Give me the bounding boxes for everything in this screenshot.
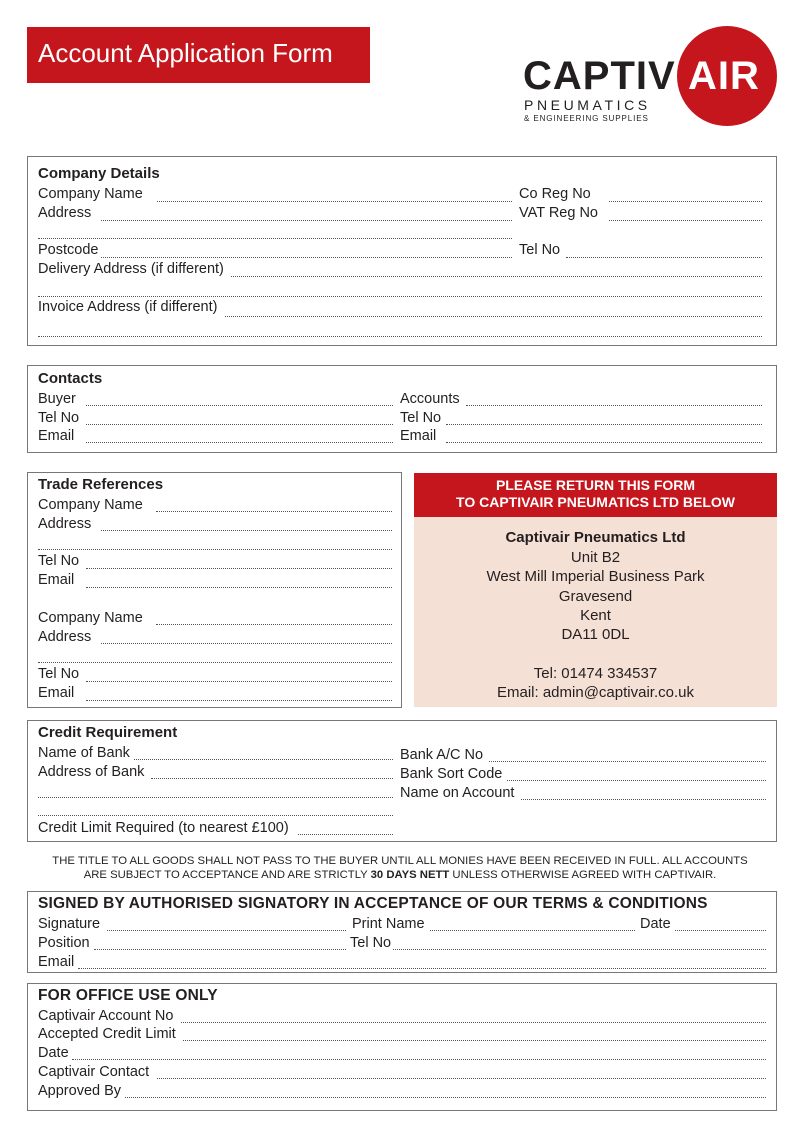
company-name-label: Company Name <box>38 186 143 202</box>
buyer-tel-label: Tel No <box>38 410 80 426</box>
contacts-title: Contacts <box>38 370 103 387</box>
return-address-line: Unit B2 <box>570 549 621 566</box>
ref2-tel-label: Tel No <box>38 666 80 682</box>
postcode-label: Postcode <box>38 242 99 258</box>
ref1-company-name-label: Company Name <box>38 497 143 513</box>
name-of-bank-label: Name of Bank <box>38 745 130 761</box>
invoice-address-field[interactable] <box>225 316 762 317</box>
terms-line-2 <box>20 868 780 882</box>
return-address-line: West Mill Imperial Business Park <box>486 568 705 585</box>
buyer-email-label: Email <box>38 428 75 444</box>
co-reg-no-label: Co Reg No <box>519 186 591 202</box>
address-of-bank-label: Address of Bank <box>38 764 145 780</box>
invoice-address-label: Invoice Address (if different) <box>38 299 218 315</box>
vat-reg-no-field[interactable] <box>609 220 762 221</box>
ref2-company-name-label: Company Name <box>38 610 143 626</box>
return-tel: Tel: 01474 334537 <box>533 665 658 682</box>
ref2-tel-field[interactable] <box>86 681 392 682</box>
company-details-title: Company Details <box>38 165 160 182</box>
company-name-field[interactable] <box>157 201 512 202</box>
logo-engineering-text: & ENGINEERING SUPPLIES <box>524 114 649 123</box>
accounts-email-field[interactable] <box>446 442 762 443</box>
form-title: Account Application Form <box>38 38 333 68</box>
buyer-label: Buyer <box>38 391 76 407</box>
terms-line-2b: UNLESS OTHERWISE AGREED WITH CAPTIVAIR. <box>449 869 717 881</box>
company-tel-label: Tel No <box>519 242 561 258</box>
signatory-email-field[interactable] <box>78 968 766 969</box>
ref1-tel-label: Tel No <box>38 553 80 569</box>
return-address-line: Gravesend <box>558 588 633 605</box>
office-use-title: FOR OFFICE USE ONLY <box>38 987 218 1004</box>
vat-reg-no-label: VAT Reg No <box>519 205 598 221</box>
buyer-field[interactable] <box>86 405 393 406</box>
signatory-email-label: Email <box>38 954 75 970</box>
accounts-email-label: Email <box>400 428 437 444</box>
name-of-bank-field[interactable] <box>134 759 393 760</box>
ref1-tel-field[interactable] <box>86 568 392 569</box>
signature-field[interactable] <box>107 930 346 931</box>
ref1-address-label: Address <box>38 516 92 532</box>
return-company-name: Captivair Pneumatics Ltd <box>505 529 686 546</box>
accounts-tel-field[interactable] <box>446 424 762 425</box>
trade-references-title: Trade References <box>38 476 164 493</box>
approved-by-field[interactable] <box>125 1097 766 1098</box>
return-email: Email: admin@captivair.co.uk <box>497 684 694 701</box>
name-on-account-label: Name on Account <box>400 785 515 801</box>
address-label: Address <box>38 205 92 221</box>
name-on-account-field[interactable] <box>521 799 766 800</box>
logo-air-text: AIR <box>688 54 760 98</box>
buyer-email-field[interactable] <box>86 442 393 443</box>
return-form-heading <box>414 473 777 517</box>
logo-captiv-text: CAPTIV <box>523 54 676 98</box>
address-of-bank-line-2-field[interactable] <box>38 797 393 798</box>
position-label: Position <box>38 935 90 951</box>
delivery-address-line-2-field[interactable] <box>38 296 762 297</box>
position-field[interactable] <box>94 949 346 950</box>
accepted-credit-limit-field[interactable] <box>183 1040 766 1041</box>
form-title-banner <box>27 27 370 83</box>
return-address-line: DA11 0DL <box>561 626 630 643</box>
ref2-email-label: Email <box>38 685 75 701</box>
terms-nett-days: 30 DAYS NETT <box>370 869 450 881</box>
accounts-field[interactable] <box>466 405 762 406</box>
ref2-address-field[interactable] <box>101 643 392 644</box>
return-address-panel <box>414 517 777 707</box>
address-of-bank-field[interactable] <box>151 778 393 779</box>
ref1-email-label: Email <box>38 572 75 588</box>
account-no-field[interactable] <box>181 1022 766 1023</box>
office-date-label: Date <box>38 1045 69 1061</box>
accounts-tel-label: Tel No <box>400 410 442 426</box>
ref2-address-label: Address <box>38 629 92 645</box>
company-tel-field[interactable] <box>566 257 762 258</box>
sign-date-field[interactable] <box>675 930 766 931</box>
postcode-field[interactable] <box>101 257 512 258</box>
bank-ac-no-field[interactable] <box>489 761 766 762</box>
credit-requirement-title: Credit Requirement <box>38 724 178 741</box>
terms-notice <box>20 854 780 882</box>
ref2-email-field[interactable] <box>86 700 392 701</box>
captivair-logo <box>520 26 780 126</box>
logo-pneumatics-text: PNEUMATICS <box>524 97 651 113</box>
terms-line-2a: ARE SUBJECT TO ACCEPTANCE AND ARE STRICTLY <box>83 869 371 881</box>
return-heading-line2: TO CAPTIVAIR PNEUMATICS LTD BELOW <box>456 494 735 510</box>
return-heading-line1: PLEASE RETURN THIS FORM <box>495 477 696 493</box>
office-date-field[interactable] <box>72 1059 766 1060</box>
print-name-label: Print Name <box>352 916 425 932</box>
co-reg-no-field[interactable] <box>609 201 762 202</box>
bank-sort-code-label: Bank Sort Code <box>400 766 503 782</box>
ref1-email-field[interactable] <box>86 587 392 588</box>
ref1-address-line-2-field[interactable] <box>38 549 392 550</box>
approved-by-label: Approved By <box>38 1083 122 1099</box>
ref1-address-field[interactable] <box>101 530 392 531</box>
signatory-tel-field[interactable] <box>393 949 766 950</box>
captivair-contact-label: Captivair Contact <box>38 1064 150 1080</box>
sign-date-label: Date <box>640 916 671 932</box>
signature-label: Signature <box>38 916 101 932</box>
accounts-label: Accounts <box>400 391 460 407</box>
credit-limit-field[interactable] <box>298 834 393 835</box>
accepted-credit-limit-label: Accepted Credit Limit <box>38 1026 176 1042</box>
address-of-bank-line-3-field[interactable] <box>38 815 393 816</box>
return-address-line: Kent <box>580 607 611 624</box>
bank-ac-no-label: Bank A/C No <box>400 747 484 763</box>
ref2-company-name-field[interactable] <box>156 624 392 625</box>
signatory-title: SIGNED BY AUTHORISED SIGNATORY IN ACCEPTANCE OF OUR TERMS & CONDITIONS <box>38 895 708 912</box>
address-field[interactable] <box>101 220 512 221</box>
delivery-address-label: Delivery Address (if different) <box>38 261 224 277</box>
ref2-address-line-2-field[interactable] <box>38 662 392 663</box>
terms-line-1: THE TITLE TO ALL GOODS SHALL NOT PASS TO THE BUYER UNTIL ALL MONIES HAVE BEEN RECEIVED IN FULL. ALL ACCOUNTS <box>52 855 748 867</box>
buyer-tel-field[interactable] <box>86 424 393 425</box>
invoice-address-line-2-field[interactable] <box>38 336 762 337</box>
credit-limit-label: Credit Limit Required (to nearest £100) <box>38 820 289 836</box>
bank-sort-code-field[interactable] <box>507 780 766 781</box>
account-no-label: Captivair Account No <box>38 1008 174 1024</box>
ref1-company-name-field[interactable] <box>156 511 392 512</box>
captivair-contact-field[interactable] <box>157 1078 766 1079</box>
delivery-address-field[interactable] <box>231 276 762 277</box>
address-line-2-field[interactable] <box>38 238 512 239</box>
print-name-field[interactable] <box>430 930 635 931</box>
signatory-tel-label: Tel No <box>350 935 392 951</box>
